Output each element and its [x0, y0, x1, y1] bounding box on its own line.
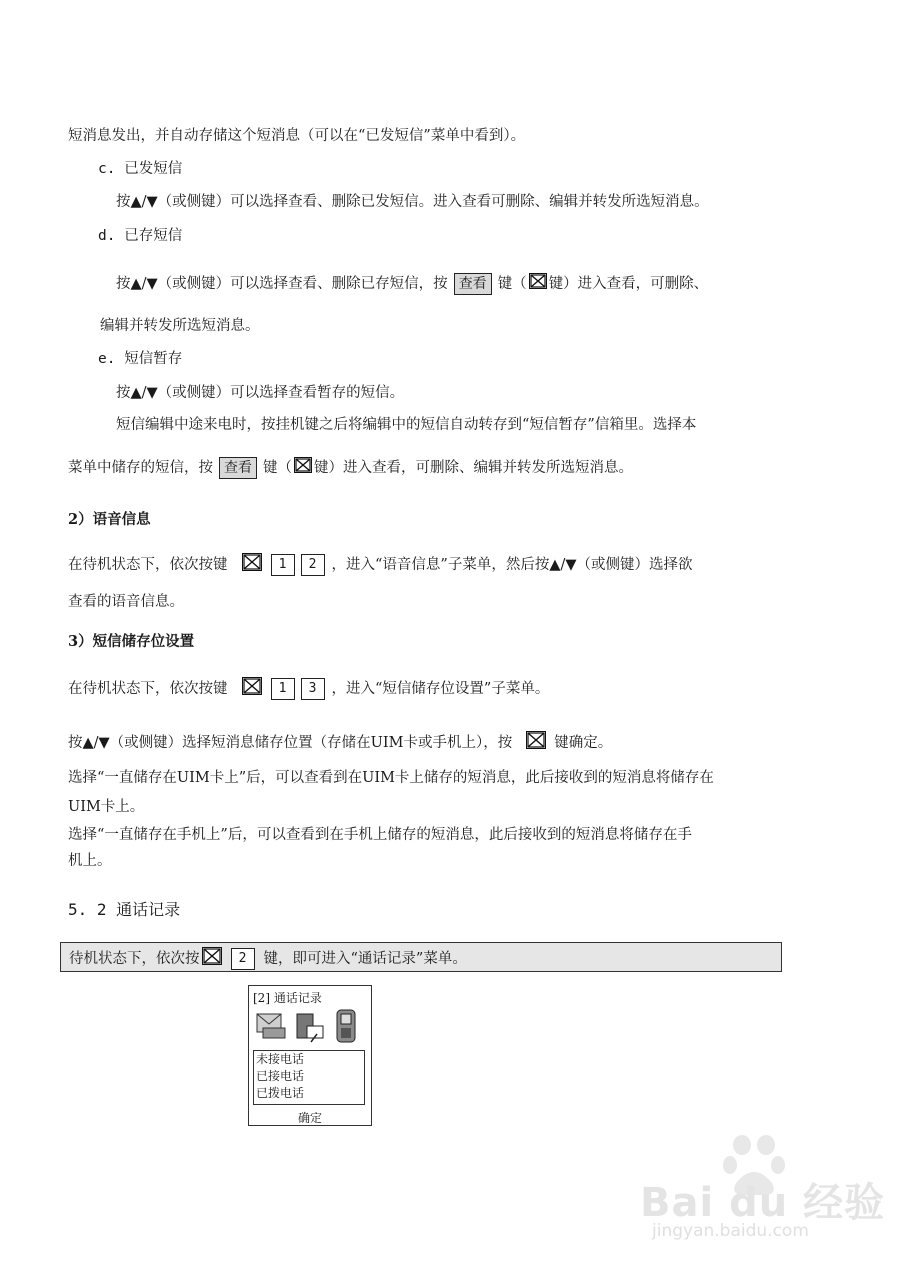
- instruction-line: [69, 947, 467, 971]
- body-d-line1: [116, 273, 708, 295]
- menu-icons-graphic: [255, 1008, 367, 1048]
- heading-e: e. 短信暂存: [98, 351, 183, 367]
- storage-pre: 在待机状态下，依次按键: [68, 681, 228, 697]
- body-e-1: 按▲/▼（或侧键）可以选择查看暂存的短信。: [116, 385, 405, 401]
- phone-title: [2] 通话记录: [253, 991, 322, 1005]
- body-e-2: 短信编辑中途来电时，按挂机键之后将编辑中的短信自动转存到“短信暂存”信箱里。选择本: [116, 417, 697, 433]
- body-d-line2: 编辑并转发所选短消息。: [100, 318, 260, 334]
- body-e-post: 键）进入查看，可删除、编辑并转发所选短消息。: [314, 460, 633, 476]
- envelope-icon: [526, 731, 546, 755]
- storage-p2a: 选择“一直储存在手机上”后，可以查看到在手机上储存的短消息，此后接收到的短消息将储存在手: [68, 827, 692, 843]
- storage-line2-post: 键确定。: [554, 735, 613, 751]
- body-e-line3: [68, 457, 633, 479]
- storage-post: ，进入“短信储存位设置”子菜单。: [331, 681, 550, 697]
- heading-c: c. 已发短信: [98, 161, 183, 177]
- phone-icons: [255, 1008, 367, 1051]
- storage-p1a: 选择“一直储存在UIM卡上”后，可以查看到在UIM卡上储存的短消息，此后接收到的短消息将储存在: [68, 770, 714, 786]
- list-item-received[interactable]: 已接电话: [256, 1069, 305, 1083]
- heading-d: d. 已存短信: [98, 228, 183, 244]
- list-item-missed[interactable]: 未接电话: [256, 1052, 305, 1066]
- key-2: 2: [231, 948, 255, 970]
- bar-pre: 待机状态下，依次按: [69, 951, 200, 967]
- envelope-icon: [529, 273, 547, 295]
- call-log-icon: [297, 1014, 323, 1042]
- list-item-dialed[interactable]: 已拨电话: [256, 1086, 305, 1100]
- envelope-icon: [202, 947, 222, 971]
- storage-line2: [68, 731, 612, 755]
- storage-p2b: 机上。: [68, 853, 112, 869]
- storage-line2-pre: 按▲/▼（或侧键）选择短消息储存位置（存储在UIM卡或手机上），按: [68, 735, 513, 751]
- instruction-bar: [60, 942, 782, 972]
- envelope-icon: [294, 457, 312, 479]
- intro-line: 短消息发出，并自动存储这个短消息（可以在“已发短信”菜单中看到）。: [68, 128, 526, 144]
- envelope-icon: [242, 677, 262, 701]
- envelope-icon: [242, 553, 262, 577]
- section-title-voice: 2）语音信息: [68, 511, 151, 528]
- body-d-post: 键）进入查看，可删除、: [548, 276, 709, 292]
- settings-phone-icon: [337, 1010, 355, 1042]
- key-2: 2: [301, 554, 325, 576]
- voice-line2: 查看的语音信息。: [68, 594, 184, 610]
- bar-post: 键，即可进入“通话记录”菜单。: [263, 951, 467, 967]
- section-5-2-title: 5. 2 通话记录: [68, 900, 181, 919]
- voice-line1: [68, 553, 693, 577]
- key-1: 1: [271, 554, 295, 576]
- phone-screen: [248, 985, 372, 1126]
- voice-post: ，进入“语音信息”子菜单，然后按▲/▼（或侧键）选择欲: [331, 557, 693, 573]
- view-key: 查看: [219, 457, 257, 479]
- watermark-brand: Bai du 经验: [640, 1180, 886, 1226]
- watermark-url: jingyan.baidu.com: [652, 1221, 809, 1241]
- call-log-list: [253, 1050, 365, 1105]
- key-1: 1: [271, 678, 295, 700]
- section-title-storage: 3）短信储存位设置: [68, 633, 195, 650]
- body-c: 按▲/▼（或侧键）可以选择查看、删除已发短信。进入查看可删除、编辑并转发所选短消息。: [116, 194, 709, 210]
- softkey-confirm[interactable]: 确定: [297, 1111, 322, 1125]
- view-key: 查看: [454, 273, 492, 295]
- baidu-watermark: [640, 1135, 886, 1249]
- storage-p1b: UIM卡上。: [68, 799, 145, 815]
- storage-line1: [68, 677, 549, 701]
- body-e-pre: 菜单中储存的短信，按: [68, 460, 213, 476]
- key-3: 3: [301, 678, 325, 700]
- messages-icon: [257, 1014, 285, 1038]
- body-e-mid: 键（: [263, 460, 292, 476]
- voice-pre: 在待机状态下，依次按键: [68, 557, 228, 573]
- body-d-pre: 按▲/▼（或侧键）可以选择查看、删除已存短信，按: [116, 276, 448, 292]
- body-d-mid: 键（: [497, 276, 527, 292]
